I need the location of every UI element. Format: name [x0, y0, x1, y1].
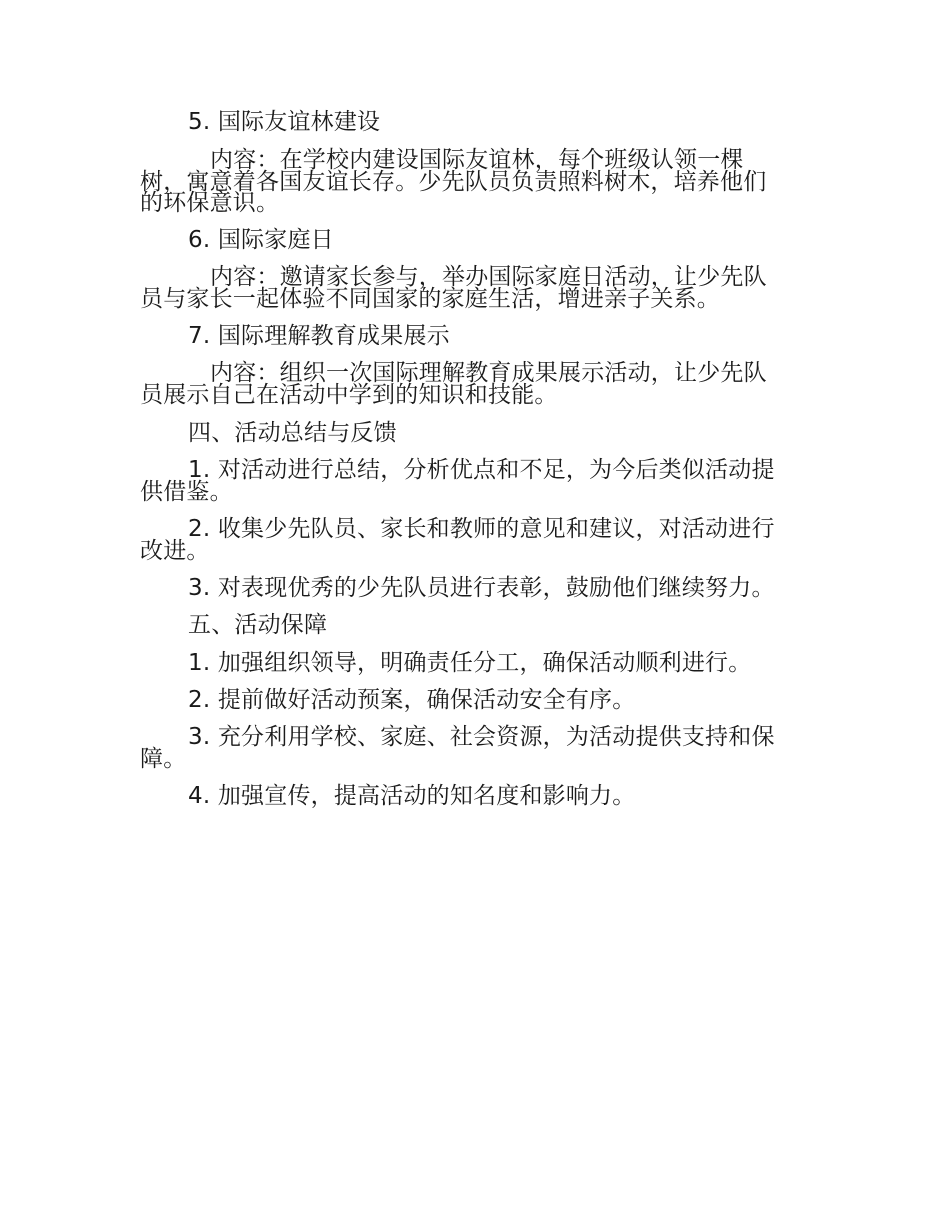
list-item: 1. 加强组织领导，明确责任分工，确保活动顺利进行。: [188, 650, 752, 676]
list-item: 1. 对活动进行总结，分析优点和不足，为今后类似活动提: [188, 457, 775, 483]
section-heading: 5. 国际友谊林建设: [188, 109, 381, 135]
list-item: 3. 对表现优秀的少先队员进行表彰，鼓励他们继续努力。: [188, 575, 775, 601]
content-line: 内容：组织一次国际理解教育成果展示活动，让少先队: [210, 360, 767, 386]
section-heading: 6. 国际家庭日: [188, 227, 334, 253]
list-item-continuation: 改进。: [140, 538, 210, 564]
list-item: 3. 充分利用学校、家庭、社会资源，为活动提供支持和保: [188, 724, 775, 750]
content-line: 树，寓意着各国友谊长存。少先队员负责照料树木，培养他们: [140, 169, 767, 195]
list-item: 2. 提前做好活动预案，确保活动安全有序。: [188, 687, 636, 713]
content-line: 员展示自己在活动中学到的知识和技能。: [140, 382, 558, 408]
list-item: 2. 收集少先队员、家长和教师的意见和建议，对活动进行: [188, 516, 775, 542]
content-line: 员与家长一起体验不同国家的家庭生活，增进亲子关系。: [140, 286, 720, 312]
content-line: 的环保意识。: [140, 190, 280, 216]
section-heading: 7. 国际理解教育成果展示: [188, 323, 450, 349]
content-line: 内容：在学校内建设国际友谊林，每个班级认领一棵: [210, 147, 744, 173]
list-item-continuation: 障。: [140, 746, 187, 772]
list-item-continuation: 供借鉴。: [140, 479, 233, 505]
list-item: 4. 加强宣传，提高活动的知名度和影响力。: [188, 783, 636, 809]
section-heading: 四、活动总结与反馈: [188, 420, 397, 446]
content-line: 内容：邀请家长参与，举办国际家庭日活动，让少先队: [210, 264, 767, 290]
section-heading: 五、活动保障: [188, 612, 328, 638]
